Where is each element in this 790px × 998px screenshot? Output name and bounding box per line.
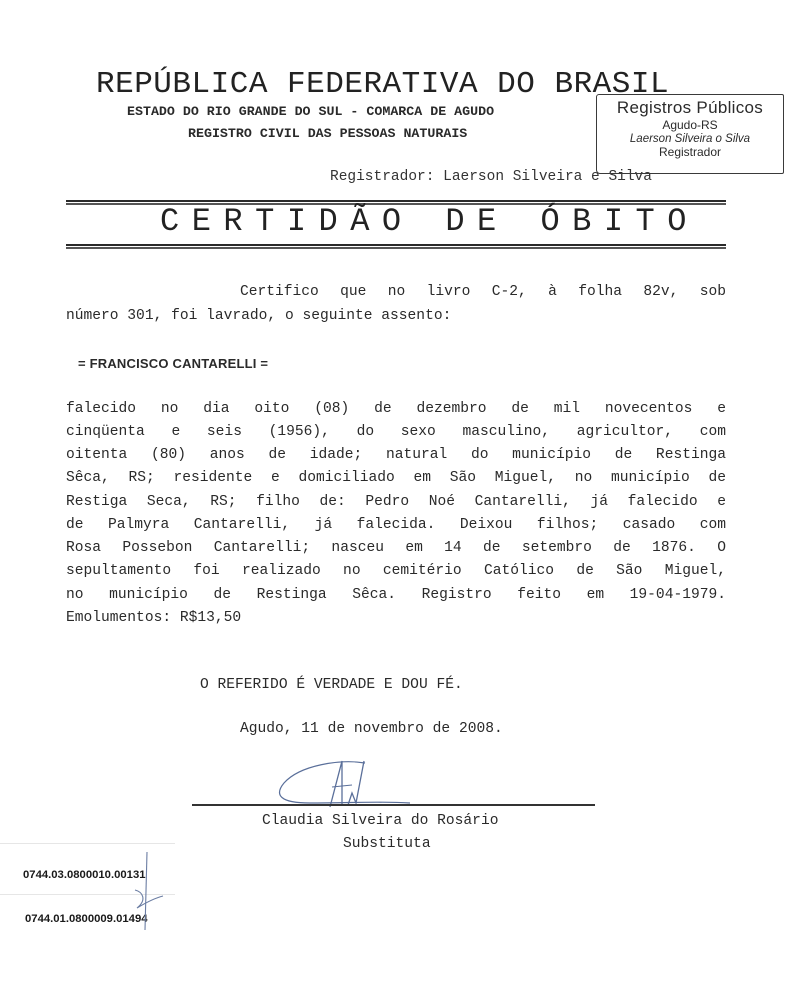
place-date: Agudo, 11 de novembro de 2008.	[240, 721, 503, 737]
intro-line-1: Certifico que no livro C-2, à folha 82v, sob	[240, 284, 726, 300]
deceased-name: = FRANCISCO CANTARELLI =	[78, 356, 269, 371]
registry-line: REGISTRO CIVIL DAS PESSOAS NATURAIS	[188, 126, 468, 141]
country-title	[96, 64, 669, 102]
stamp-line-2: Agudo-RS	[662, 118, 718, 132]
country-title-text: REPÚBLICA FEDERATIVA DO BRASIL	[96, 67, 670, 102]
registry-stamp	[596, 94, 784, 174]
body-line: sepultamento foi realizado no cemitério Católico de São Miguel,	[66, 563, 726, 579]
body-line: de Palmyra Cantarelli, já falecida. Deixou filhos; casado com	[66, 517, 726, 533]
stamp-line-1: Registros Públicos	[616, 98, 764, 117]
signer-role: Substituta	[343, 836, 431, 852]
stamp-line-3: Laerson Silveira o Silva	[629, 133, 751, 145]
body-line: falecido no dia oito (08) de dezembro de mil novecentos e	[66, 401, 726, 417]
body-line: no município de Restinga Sêca. Registro feito em 19-04-1979.	[66, 587, 726, 603]
seal-initials-signature	[125, 850, 165, 935]
seal-code-1: 0744.03.0800010.00131	[23, 869, 146, 881]
body-line: oitenta (80) anos de idade; natural do município de Restinga	[66, 447, 726, 463]
signer-name: Claudia Silveira do Rosário	[262, 813, 499, 829]
body-line: cinqüenta e seis (1956), do sexo masculino, agricultor, com	[66, 424, 726, 440]
seal-code-2: 0744.01.0800009.01494	[25, 913, 148, 925]
stamp-line-4: Registrador	[658, 145, 722, 159]
declaration: O REFERIDO É VERDADE E DOU FÉ.	[200, 677, 463, 693]
state-line: ESTADO DO RIO GRANDE DO SUL - COMARCA DE AGUDO	[127, 104, 495, 119]
handwritten-signature	[270, 755, 420, 815]
title-rule-bottom	[66, 244, 726, 249]
body-line: Restiga Seca, RS; filho de: Pedro Noé Cantarelli, já falecido e	[66, 494, 726, 510]
registrar-line: Registrador: Laerson Silveira e Silva	[330, 169, 652, 185]
body-line: Sêca, RS; residente e domiciliado em São Miguel, no município de	[66, 470, 726, 486]
intro-line-2: número 301, foi lavrado, o seguinte assento:	[66, 308, 452, 324]
signature-line	[192, 804, 595, 806]
document-title: CERTIDÃO DE ÓBITO	[160, 203, 699, 240]
body-line: Emolumentos: R$13,50	[66, 610, 242, 626]
body-line: Rosa Possebon Cantarelli; nasceu em 14 de setembro de 1876. O	[66, 540, 726, 556]
